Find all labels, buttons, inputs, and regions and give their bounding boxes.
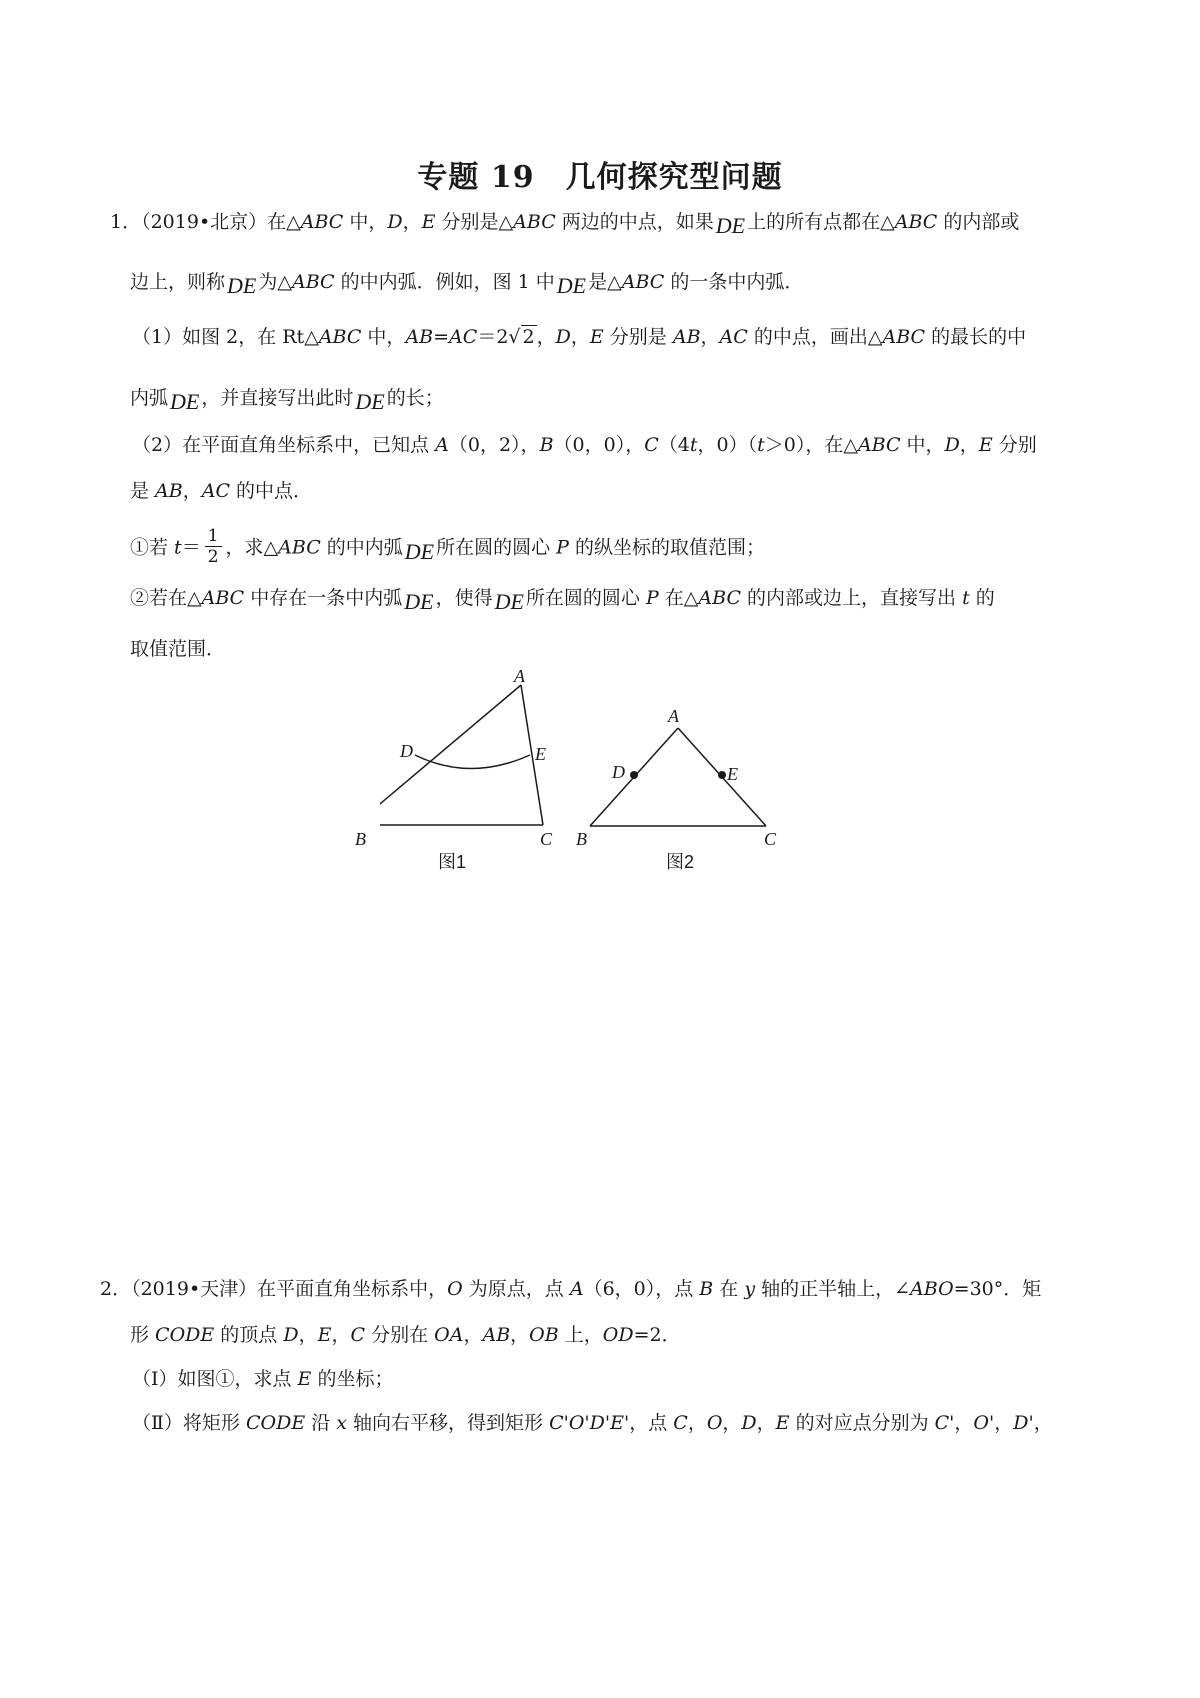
arc-de: DE bbox=[355, 389, 385, 414]
point-label-e: E bbox=[727, 764, 738, 784]
q1-line-7: ①若 t＝ $\frac{1}{2}$ ，求△ABC 的中内弧DE 所在圆的圆心 P 的纵坐标的取值范围； bbox=[130, 526, 765, 567]
q1-line-1: 1．（2019•北京）在△ABC 中，D，E 分别是△ABC 两边的中点，如果DE 上的所有点都在△ABC 的内部或 bbox=[110, 211, 1020, 238]
figure-2-caption: 图2 bbox=[666, 852, 695, 872]
q1-line-3: （1）如图 2，在 Rt△ABC 中，AB=AC＝2√ 2 ，D，E 分别是 AB，AC 的中点，画出△ABC 的最长的中 bbox=[132, 326, 1027, 348]
q1-line-8: ②若在△ABC 中存在一条中内弧DE ，使得DE 所在圆的圆心 P 在△ABC 的内部或边上，直接写出 t 的 bbox=[130, 587, 995, 614]
q2-line-4: （Ⅱ）将矩形 CODE 沿 x 轴向右平移，得到矩形 C'O'D'E'，点 C，O，D，E 的对应点分别为 C'，O'，D'， bbox=[132, 1412, 1053, 1434]
arc-de: DE bbox=[227, 273, 257, 298]
point-label-d: D bbox=[400, 741, 413, 761]
q1-line-9: 取值范围． bbox=[130, 638, 226, 660]
arc-de: DE bbox=[404, 538, 435, 564]
arc-de: DE bbox=[404, 589, 434, 614]
point-label-c: C bbox=[540, 829, 553, 849]
q1-line-6: 是 AB，AC 的中点． bbox=[130, 480, 313, 502]
q1-line-4: 内弧DE ，并直接写出此时DE 的长； bbox=[130, 387, 444, 414]
point-d-dot bbox=[630, 771, 638, 779]
fraction-one-half: $\frac{1}{2}$ bbox=[205, 526, 222, 567]
figure-2 bbox=[570, 700, 800, 870]
figure-1 bbox=[380, 660, 580, 860]
point-label-a: A bbox=[668, 706, 679, 726]
page-title: 专题 19 几何探究型问题 bbox=[417, 160, 783, 195]
point-label-e: E bbox=[535, 744, 546, 764]
point-e-dot bbox=[718, 771, 726, 779]
q1-line-2: 边上，则称DE 为△ABC 的中内弧．例如，图 1 中DE 是△ABC 的一条中内弧． bbox=[130, 271, 804, 298]
q2-line-1: 2．（2019•天津）在平面直角坐标系中，O 为原点，点 A（6，0），点 B 在 y 轴的正半轴上，∠ABO=30°．矩 bbox=[100, 1278, 1042, 1300]
q2-line-3: （Ⅰ）如图①，求点 E 的坐标； bbox=[132, 1368, 394, 1390]
arc-de: DE bbox=[170, 389, 200, 414]
point-label-a: A bbox=[514, 666, 525, 686]
point-label-d: D bbox=[612, 762, 625, 782]
point-label-b: B bbox=[576, 829, 587, 849]
q1-line-5: （2）在平面直角坐标系中，已知点 A（0，2），B（0，0），C（4t，0）（t＞0），在△ABC 中，D，E 分别 bbox=[132, 434, 1037, 456]
arc-de: DE bbox=[715, 213, 746, 238]
arc-de: DE bbox=[556, 273, 587, 298]
point-label-b: B bbox=[355, 829, 366, 849]
figure-1-b-label bbox=[350, 820, 390, 850]
point-label-c: C bbox=[764, 829, 777, 849]
arc-de-curve bbox=[415, 755, 530, 769]
arc-de: DE bbox=[494, 589, 524, 614]
q2-line-2: 形 CODE 的顶点 D，E，C 分别在 OA，AB，OB 上，OD=2． bbox=[130, 1324, 681, 1346]
figure-1-caption: 图1 bbox=[438, 852, 467, 872]
